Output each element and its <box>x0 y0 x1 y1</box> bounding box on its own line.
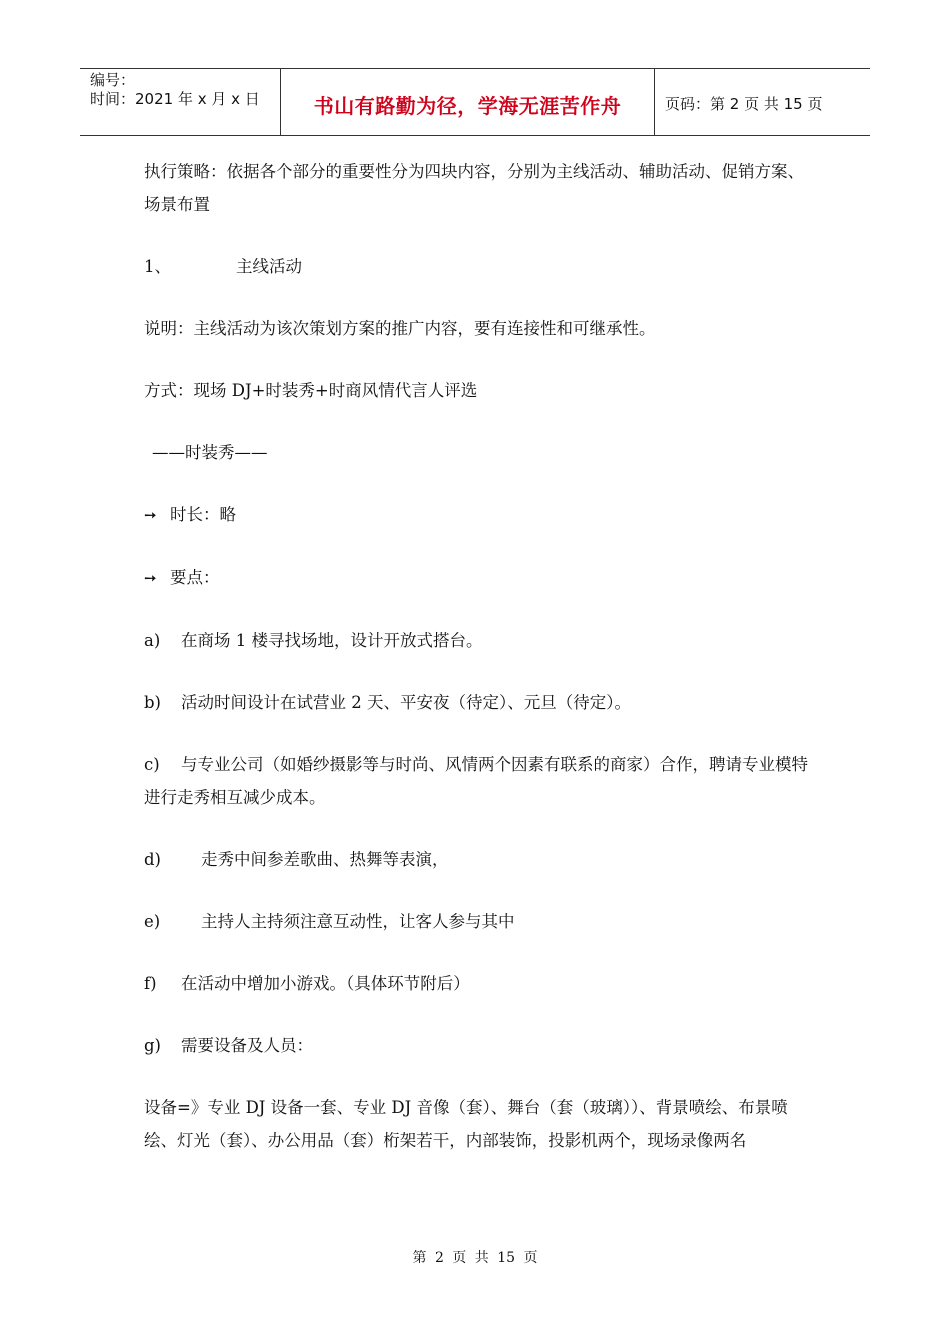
list-item-c <box>144 748 814 814</box>
list-item-label: a) <box>144 631 161 650</box>
document-body <box>144 155 814 1157</box>
document-number-label: 编号： <box>90 71 136 89</box>
list-item-label: g) <box>144 1036 161 1055</box>
list-item-text: 需要设备及人员： <box>181 1036 313 1055</box>
section-title: 主线活动 <box>236 257 302 276</box>
list-item-b <box>144 686 814 719</box>
footer-page-number: 第 2 页 共 15 页 <box>412 1250 538 1266</box>
list-item-f <box>144 967 814 1000</box>
section-heading <box>144 250 814 283</box>
list-item-text: 在商场 1 楼寻找场地，设计开放式搭台。 <box>181 631 483 650</box>
list-item-d <box>144 843 814 876</box>
fashion-show-subtitle: ——时装秀—— <box>152 443 268 462</box>
list-item-text: 在活动中增加小游戏。（具体环节附后） <box>181 974 470 993</box>
note-paragraph: 说明：主线活动为该次策划方案的推广内容，要有连接性和可继承性。 <box>144 319 656 338</box>
section-number: 1、 <box>144 257 171 276</box>
bullet-text: 时长：略 <box>170 505 236 524</box>
page-footer <box>0 1247 950 1267</box>
list-item-a <box>144 624 814 657</box>
list-item-g <box>144 1029 814 1062</box>
list-item-e <box>144 905 814 938</box>
header-page-info <box>655 69 870 135</box>
arrow-icon: ➙ <box>144 569 157 587</box>
page-info-text: 页码：第 2 页 共 15 页 <box>665 94 823 113</box>
header-motto-cell <box>281 69 655 135</box>
page-header <box>80 68 870 136</box>
list-item-label: c) <box>144 755 160 774</box>
bullet-text: 要点： <box>170 568 220 587</box>
list-item-label: d) <box>144 850 161 869</box>
bullet-key-points <box>144 561 814 595</box>
list-item-text: 走秀中间参差歌曲、热舞等表演， <box>201 850 449 869</box>
list-item-text: 与专业公司（如婚纱摄影等与时尚、风情两个因素有联系的商家）合作，聘请专业模特进行走秀相互减少成本。 <box>144 755 808 807</box>
header-meta <box>80 69 281 135</box>
list-item-label: b) <box>144 693 161 712</box>
list-item-text: 主持人主持须注意互动性，让客人参与其中 <box>201 912 515 931</box>
document-date: 时间：2021 年 x 月 x 日 <box>90 90 260 108</box>
list-item-text: 活动时间设计在试营业 2 天、平安夜（待定）、元旦（待定）。 <box>181 693 631 712</box>
list-item-label: e) <box>144 912 161 931</box>
arrow-icon: ➙ <box>144 506 157 524</box>
method-paragraph: 方式：现场 DJ+时装秀+时商风情代言人评选 <box>144 381 478 400</box>
bullet-duration <box>144 498 814 532</box>
list-item-label: f) <box>144 974 157 993</box>
header-motto: 书山有路勤为径，学海无涯苦作舟 <box>313 93 622 118</box>
strategy-paragraph: 执行策略：依据各个部分的重要性分为四块内容，分别为主线活动、辅助活动、促销方案、场景布置 <box>144 162 804 214</box>
equipment-paragraph: 设备=》专业 DJ 设备一套、专业 DJ 音像（套）、舞台（套（玻璃））、背景喷绘、布景喷绘、灯光（套）、办公用品（套）桁架若干，内部装饰，投影机两个，现场录像两名 <box>144 1098 788 1150</box>
